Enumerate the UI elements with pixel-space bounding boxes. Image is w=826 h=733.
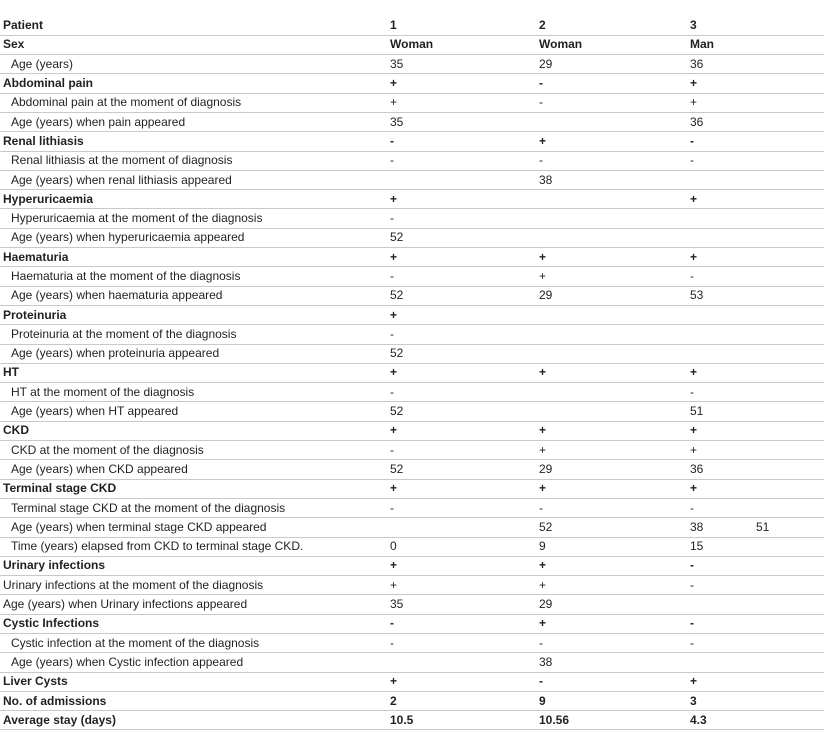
cell-value: 10.5 <box>390 712 414 727</box>
cell-value: 9 <box>539 539 546 554</box>
row-label: Sex <box>0 35 388 54</box>
cell-patient-3 <box>688 112 824 131</box>
row-label: Haematuria at the moment of the diagnosis <box>0 267 388 286</box>
cell-value: - <box>690 635 694 650</box>
cell-extra-value: 51 <box>756 520 770 535</box>
cell-patient-3 <box>688 421 824 440</box>
cell-value: - <box>690 269 694 283</box>
cell-patient-1 <box>388 479 537 498</box>
cell-patient-3 <box>688 672 824 691</box>
cell-patient-2 <box>537 691 688 710</box>
cell-patient-2 <box>537 151 688 170</box>
table-row <box>0 653 824 672</box>
cell-patient-1 <box>388 151 537 170</box>
cell-patient-1 <box>388 305 537 324</box>
cell-patient-2 <box>537 132 688 151</box>
cell-patient-3 <box>688 228 824 247</box>
cell-patient-2 <box>537 711 688 730</box>
row-label: HT at the moment of the diagnosis <box>0 383 388 402</box>
cell-value: - <box>539 76 543 91</box>
cell-patient-1 <box>388 190 537 209</box>
table-row <box>0 421 824 440</box>
header-patient-1: 1 <box>388 16 537 35</box>
cell-value: 0 <box>390 539 397 554</box>
cell-patient-3 <box>688 325 824 344</box>
row-label: Renal lithiasis <box>0 132 388 151</box>
cell-value: 9 <box>539 693 546 708</box>
row-label: Age (years) when Cystic infection appeared <box>0 653 388 672</box>
cell-value: - <box>690 616 694 631</box>
row-label: Cystic Infections <box>0 614 388 633</box>
cell-value: + <box>690 365 698 380</box>
table-row <box>0 35 824 54</box>
cell-value: 15 <box>690 539 704 554</box>
cell-patient-3 <box>688 653 824 672</box>
cell-value: + <box>690 249 698 264</box>
cell-value: 52 <box>390 288 404 303</box>
cell-value: 2 <box>390 693 397 708</box>
cell-patient-2 <box>537 383 688 402</box>
header-row <box>0 16 824 35</box>
row-label: CKD at the moment of the diagnosis <box>0 441 388 460</box>
cell-patient-1 <box>388 74 537 93</box>
table-row <box>0 151 824 170</box>
table-row <box>0 55 824 74</box>
cell-value: 52 <box>390 230 404 245</box>
cell-patient-1 <box>388 402 537 421</box>
cell-patient-3 <box>688 518 824 537</box>
cell-value: 35 <box>390 114 404 129</box>
table-row <box>0 518 824 537</box>
cell-value: - <box>690 558 694 573</box>
cell-patient-3 <box>688 614 824 633</box>
cell-value: - <box>690 153 694 168</box>
cell-patient-1 <box>388 614 537 633</box>
row-label: No. of admissions <box>0 691 388 710</box>
row-label: HT <box>0 363 388 382</box>
cell-value: + <box>390 558 398 573</box>
cell-patient-2 <box>537 35 688 54</box>
cell-patient-3 <box>688 209 824 228</box>
cell-value: 35 <box>390 56 404 71</box>
cell-patient-3 <box>688 691 824 710</box>
cell-patient-2 <box>537 421 688 440</box>
patient-table <box>0 16 824 730</box>
row-label: Age (years) when CKD appeared <box>0 460 388 479</box>
cell-value: Woman <box>539 37 583 52</box>
row-label: Average stay (days) <box>0 711 388 730</box>
cell-patient-1 <box>388 537 537 556</box>
cell-patient-3 <box>688 190 824 209</box>
cell-value: 52 <box>390 404 404 419</box>
table-row <box>0 286 824 305</box>
table-row <box>0 441 824 460</box>
cell-patient-3 <box>688 441 824 460</box>
cell-value: + <box>539 481 547 496</box>
cell-patient-1 <box>388 35 537 54</box>
cell-patient-1 <box>388 634 537 653</box>
row-label: Renal lithiasis at the moment of diagnosis <box>0 151 388 170</box>
cell-patient-1 <box>388 170 537 189</box>
cell-value: - <box>539 153 543 168</box>
row-label: Age (years) when terminal stage CKD appeared <box>0 518 388 537</box>
table-row <box>0 711 824 730</box>
row-label: Terminal stage CKD <box>0 479 388 498</box>
cell-patient-2 <box>537 653 688 672</box>
cell-patient-2 <box>537 576 688 595</box>
cell-value: - <box>539 635 543 650</box>
cell-patient-2 <box>537 672 688 691</box>
row-label: Age (years) when haematuria appeared <box>0 286 388 305</box>
cell-patient-3 <box>688 267 824 286</box>
cell-patient-3 <box>688 170 824 189</box>
cell-patient-3 <box>688 634 824 653</box>
cell-value: 35 <box>390 597 404 612</box>
table-row <box>0 305 824 324</box>
cell-patient-2 <box>537 441 688 460</box>
cell-patient-3 <box>688 479 824 498</box>
row-label: Abdominal pain at the moment of diagnosis <box>0 93 388 112</box>
cell-value: + <box>539 442 547 457</box>
cell-patient-1 <box>388 344 537 363</box>
cell-patient-3 <box>688 93 824 112</box>
row-label: Time (years) elapsed from CKD to terminal stage CKD. <box>0 537 388 556</box>
cell-patient-2 <box>537 479 688 498</box>
cell-value: 38 <box>539 172 553 187</box>
table-row <box>0 170 824 189</box>
table-row <box>0 267 824 286</box>
row-label: Age (years) when Urinary infections appeared <box>0 595 388 614</box>
cell-patient-3 <box>688 383 824 402</box>
row-label: Abdominal pain <box>0 74 388 93</box>
cell-value: 29 <box>539 288 553 303</box>
cell-value: 29 <box>539 461 553 476</box>
cell-value: 38 <box>690 519 704 534</box>
cell-value: + <box>690 423 698 438</box>
table-row <box>0 132 824 151</box>
table-row <box>0 190 824 209</box>
cell-value: + <box>690 481 698 496</box>
cell-patient-1 <box>388 672 537 691</box>
cell-patient-2 <box>537 93 688 112</box>
cell-value: + <box>539 616 547 631</box>
cell-value: + <box>690 95 698 110</box>
cell-value: 52 <box>390 346 404 361</box>
cell-value: 36 <box>690 114 704 129</box>
cell-value: + <box>539 558 547 573</box>
cell-patient-3 <box>688 498 824 517</box>
cell-value: 3 <box>690 693 697 708</box>
cell-patient-2 <box>537 556 688 575</box>
table-row <box>0 634 824 653</box>
cell-patient-3 <box>688 363 824 382</box>
cell-patient-1 <box>388 441 537 460</box>
cell-patient-2 <box>537 537 688 556</box>
cell-value: - <box>390 326 394 341</box>
table-row <box>0 460 824 479</box>
cell-patient-3 <box>688 460 824 479</box>
cell-patient-1 <box>388 286 537 305</box>
cell-value: 29 <box>539 56 553 71</box>
cell-patient-1 <box>388 325 537 344</box>
cell-patient-1 <box>388 498 537 517</box>
cell-patient-3 <box>688 537 824 556</box>
cell-patient-1 <box>388 228 537 247</box>
cell-value: - <box>390 442 394 457</box>
cell-value: + <box>390 191 398 206</box>
cell-patient-2 <box>537 55 688 74</box>
table-row <box>0 691 824 710</box>
cell-patient-1 <box>388 556 537 575</box>
cell-patient-2 <box>537 112 688 131</box>
cell-value: - <box>390 635 394 650</box>
cell-patient-1 <box>388 421 537 440</box>
cell-patient-1 <box>388 363 537 382</box>
cell-value: Woman <box>390 37 434 52</box>
row-label: CKD <box>0 421 388 440</box>
row-label: Proteinuria <box>0 305 388 324</box>
cell-value: - <box>690 133 694 148</box>
cell-value: + <box>390 249 398 264</box>
cell-value: - <box>690 500 694 515</box>
cell-value: 52 <box>539 519 553 534</box>
cell-value: - <box>390 616 394 631</box>
row-label: Age (years) when renal lithiasis appeared <box>0 170 388 189</box>
cell-patient-1 <box>388 518 537 537</box>
table-row <box>0 93 824 112</box>
row-label: Age (years) when proteinuria appeared <box>0 344 388 363</box>
cell-patient-3 <box>688 74 824 93</box>
cell-value: + <box>539 133 547 148</box>
row-label: Urinary infections at the moment of the diagnosis <box>0 576 388 595</box>
cell-patient-1 <box>388 711 537 730</box>
cell-value: + <box>690 442 698 457</box>
table-row <box>0 672 824 691</box>
cell-value: - <box>390 153 394 168</box>
cell-patient-3 <box>688 344 824 363</box>
cell-patient-1 <box>388 55 537 74</box>
cell-patient-1 <box>388 460 537 479</box>
header-patient-3: 3 <box>688 16 824 35</box>
table-row <box>0 402 824 421</box>
cell-value: + <box>390 423 398 438</box>
cell-patient-2 <box>537 209 688 228</box>
cell-patient-1 <box>388 576 537 595</box>
table-row <box>0 537 824 556</box>
row-label: Age (years) <box>0 55 388 74</box>
row-label: Urinary infections <box>0 556 388 575</box>
cell-patient-1 <box>388 209 537 228</box>
cell-patient-1 <box>388 691 537 710</box>
cell-value: + <box>539 249 547 264</box>
cell-value: - <box>539 500 543 515</box>
table-row <box>0 74 824 93</box>
table-row <box>0 363 824 382</box>
cell-patient-1 <box>388 112 537 131</box>
table-row <box>0 595 824 614</box>
cell-patient-3 <box>688 305 824 324</box>
cell-value: - <box>690 384 694 399</box>
table-row <box>0 112 824 131</box>
cell-value: + <box>690 76 698 91</box>
cell-value: - <box>390 269 394 283</box>
cell-patient-2 <box>537 190 688 209</box>
row-label: Hyperuricaemia at the moment of the diagnosis <box>0 209 388 228</box>
cell-patient-3 <box>688 711 824 730</box>
table-row <box>0 614 824 633</box>
cell-value: + <box>390 76 398 91</box>
cell-patient-2 <box>537 267 688 286</box>
cell-value: + <box>539 365 547 380</box>
cell-patient-2 <box>537 305 688 324</box>
cell-value: - <box>390 211 394 226</box>
cell-patient-3 <box>688 402 824 421</box>
cell-patient-1 <box>388 595 537 614</box>
cell-value: + <box>390 481 398 496</box>
cell-value: - <box>390 133 394 148</box>
cell-patient-3 <box>688 55 824 74</box>
row-label: Age (years) when HT appeared <box>0 402 388 421</box>
cell-value: 10.56 <box>539 712 570 727</box>
cell-patient-2 <box>537 248 688 267</box>
cell-value: + <box>539 269 547 283</box>
row-label: Haematuria <box>0 248 388 267</box>
cell-value: + <box>539 577 547 592</box>
cell-patient-3 <box>688 248 824 267</box>
cell-patient-3 <box>688 151 824 170</box>
cell-value: + <box>390 674 398 689</box>
table-row <box>0 576 824 595</box>
cell-value: + <box>390 307 398 322</box>
cell-value: + <box>390 95 398 110</box>
cell-value: - <box>690 577 694 592</box>
cell-patient-1 <box>388 653 537 672</box>
cell-value: + <box>390 577 398 592</box>
cell-patient-2 <box>537 286 688 305</box>
cell-value: 38 <box>539 654 553 669</box>
row-label: Liver Cysts <box>0 672 388 691</box>
cell-patient-3 <box>688 286 824 305</box>
cell-patient-2 <box>537 498 688 517</box>
cell-value: Man <box>690 37 714 52</box>
cell-value: 36 <box>690 56 704 71</box>
table-row <box>0 228 824 247</box>
cell-patient-2 <box>537 344 688 363</box>
cell-patient-1 <box>388 267 537 286</box>
cell-value: - <box>539 674 543 689</box>
cell-value: + <box>539 423 547 438</box>
cell-value: - <box>539 95 543 110</box>
cell-patient-1 <box>388 248 537 267</box>
cell-patient-2 <box>537 402 688 421</box>
cell-patient-3 <box>688 35 824 54</box>
cell-patient-2 <box>537 595 688 614</box>
cell-value: 36 <box>690 461 704 476</box>
cell-patient-2 <box>537 74 688 93</box>
table-row <box>0 556 824 575</box>
row-label: Proteinuria at the moment of the diagnosis <box>0 325 388 344</box>
cell-value: 51 <box>690 404 704 419</box>
table-row <box>0 209 824 228</box>
cell-patient-3 <box>688 556 824 575</box>
cell-value: 52 <box>390 461 404 476</box>
cell-patient-2 <box>537 614 688 633</box>
cell-patient-3 <box>688 595 824 614</box>
cell-patient-2 <box>537 460 688 479</box>
table-row <box>0 325 824 344</box>
cell-patient-1 <box>388 93 537 112</box>
cell-value: + <box>690 191 698 206</box>
header-label: Patient <box>0 16 388 35</box>
cell-value: 53 <box>690 288 704 303</box>
row-label: Age (years) when hyperuricaemia appeared <box>0 228 388 247</box>
cell-patient-2 <box>537 170 688 189</box>
table-row <box>0 383 824 402</box>
row-label: Hyperuricaemia <box>0 190 388 209</box>
table-row <box>0 479 824 498</box>
header-patient-2: 2 <box>537 16 688 35</box>
row-label: Cystic infection at the moment of the diagnosis <box>0 634 388 653</box>
cell-value: + <box>690 674 698 689</box>
cell-patient-3 <box>688 132 824 151</box>
table-row <box>0 344 824 363</box>
table-row <box>0 248 824 267</box>
cell-patient-1 <box>388 132 537 151</box>
cell-value: 4.3 <box>690 712 707 727</box>
cell-patient-2 <box>537 634 688 653</box>
cell-patient-1 <box>388 383 537 402</box>
row-label: Terminal stage CKD at the moment of the diagnosis <box>0 498 388 517</box>
table-row <box>0 498 824 517</box>
cell-patient-2 <box>537 363 688 382</box>
cell-value: 29 <box>539 597 553 612</box>
cell-patient-2 <box>537 325 688 344</box>
cell-value: - <box>390 500 394 515</box>
cell-value: - <box>390 384 394 399</box>
row-label: Age (years) when pain appeared <box>0 112 388 131</box>
cell-patient-3 <box>688 576 824 595</box>
cell-patient-2 <box>537 518 688 537</box>
cell-value: + <box>390 365 398 380</box>
cell-patient-2 <box>537 228 688 247</box>
